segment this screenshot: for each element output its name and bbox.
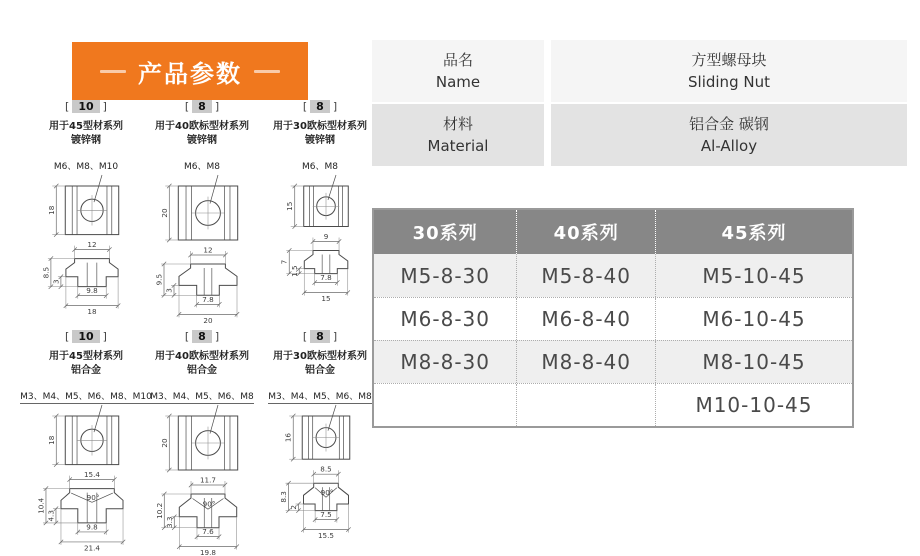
drawing-cell-3 [260,100,380,330]
slot-width-value: 8 [192,330,212,343]
technical-drawing-svg [30,174,142,330]
svg-text:20: 20 [203,315,213,325]
info-label-name [372,40,544,102]
slot-width-value: 8 [310,330,330,343]
description-line2: 镀锌钢 [186,135,217,146]
description-line2: 铝合金 [70,365,101,376]
description-line1: 用于40欧标型材系列 [155,351,249,362]
drawing-cell-1 [28,100,144,330]
description-line1: 用于30欧标型材系列 [273,121,367,132]
description-line1: 用于45型材系列 [49,351,123,362]
svg-text:3: 3 [164,288,174,293]
technical-drawing-svg [30,404,142,556]
info-label-name-cn: 品名 [442,50,473,69]
svg-text:2: 2 [289,505,299,510]
thread-sizes-label [150,389,253,402]
bracket-open: [ [65,330,70,343]
part-number-cell: M6-8-30 [374,298,517,340]
info-label-name-en: Name [435,73,481,91]
thread-sizes-text: M3、M4、M5、M6、M8、M10 [20,392,152,402]
part-number-cell: M8-8-30 [374,341,517,383]
svg-text:90°: 90° [320,487,334,497]
slot-width-label [185,330,219,343]
thread-sizes-text: M6、M8 [184,162,220,172]
svg-text:90°: 90° [202,499,216,509]
slot-width-label [65,100,107,113]
part-number-cell: M8-8-40 [517,341,656,383]
table-row [374,297,852,340]
description-line1: 用于30欧标型材系列 [273,351,367,362]
thread-sizes-label [268,389,371,402]
bracket-open: [ [184,100,190,113]
info-label-material [372,104,544,166]
drawing-description [49,350,123,378]
series-header-30: 30系列 [374,210,517,254]
technical-drawing-svg [146,404,258,556]
table-row [374,383,852,426]
svg-text:7.8: 7.8 [202,294,214,304]
svg-text:15.4: 15.4 [83,470,101,480]
info-label-material-en: Material [427,137,489,155]
part-number-cell: M5-10-45 [702,263,806,288]
svg-text:10.2: 10.2 [154,502,164,519]
svg-text:12: 12 [203,245,213,255]
thread-sizes-label [302,159,338,172]
bracket-close: ] [332,100,338,113]
section-title: 产品参数 [138,59,242,88]
info-row-material [372,104,907,166]
svg-text:21.4: 21.4 [83,543,101,553]
series-table [372,208,854,428]
svg-text:9.8: 9.8 [86,286,98,296]
info-label-material-cn: 材料 [442,114,473,133]
bracket-close: ] [214,100,220,113]
part-number-cell [374,384,517,426]
drawing-description [49,120,123,148]
thread-sizes-text: M6、M8、M10 [53,162,119,172]
part-number-cell: M8-10-45 [702,350,806,374]
info-row-name [372,40,907,102]
svg-text:8.3: 8.3 [279,491,289,503]
svg-text:16: 16 [283,433,293,443]
slot-width-value: 10 [72,100,99,113]
drawing-description [155,120,249,148]
series-table-header [374,210,852,254]
svg-text:7.8: 7.8 [320,273,332,283]
bracket-close: ] [102,330,107,343]
drawing-description [155,350,249,378]
bracket-open: [ [302,100,308,113]
description-line2: 镀锌钢 [304,135,335,146]
series-header-40: 40系列 [517,210,656,254]
svg-text:20: 20 [159,208,169,218]
svg-text:8.5: 8.5 [320,464,332,474]
info-value-name-en: Sliding Nut [688,73,770,91]
bracket-open: [ [184,330,190,343]
slot-width-value: 8 [310,100,330,113]
drawing-cell-6 [260,330,380,556]
table-row [374,340,852,383]
thread-sizes-text: M3、M4、M5、M6、M8 [268,392,372,402]
svg-text:18: 18 [46,205,56,215]
svg-text:18: 18 [87,307,97,317]
svg-text:7.5: 7.5 [320,510,332,520]
svg-text:8.5: 8.5 [41,266,51,279]
svg-text:3.3: 3.3 [164,516,174,528]
thread-sizes-label [54,159,118,172]
drawing-cell-4 [20,330,152,556]
svg-text:19.8: 19.8 [199,548,217,556]
info-value-material-en: Al-Alloy [700,137,758,155]
slot-width-label [65,330,107,343]
info-value-name-cn: 方型螺母块 [691,50,767,69]
slot-width-value: 10 [72,330,99,343]
svg-text:7.6: 7.6 [202,527,214,537]
bracket-close: ] [102,100,107,113]
info-value-material [551,104,907,166]
svg-text:15.5: 15.5 [317,531,335,541]
svg-text:15: 15 [285,201,295,211]
part-number-cell: M5-8-40 [517,254,656,297]
technical-drawing-svg [264,404,376,556]
part-number-cell: M5-8-30 [374,254,517,297]
thread-sizes-text: M6、M8 [302,162,338,172]
svg-text:1.5: 1.5 [289,265,299,277]
svg-text:9: 9 [323,232,329,241]
svg-text:7: 7 [279,259,289,265]
description-line2: 铝合金 [186,365,217,376]
svg-text:9.8: 9.8 [86,522,98,532]
svg-text:4.3: 4.3 [46,510,56,522]
svg-text:3: 3 [51,279,61,284]
technical-drawing-svg [146,174,258,330]
slot-width-label [185,100,219,113]
svg-text:11.7: 11.7 [199,475,217,485]
info-value-name [551,40,907,102]
banner-dash-icon [100,70,126,73]
svg-text:15: 15 [321,294,331,304]
technical-drawing-svg [264,174,376,330]
slot-width-label [303,330,337,343]
part-number-cell: M6-10-45 [702,307,806,331]
thread-sizes-label [184,159,220,172]
drawing-cell-5 [144,330,260,556]
part-number-cell: M6-8-40 [517,298,656,340]
description-line2: 镀锌钢 [70,135,101,146]
description-line1: 用于40欧标型材系列 [155,121,249,132]
drawing-cell-2 [144,100,260,330]
svg-text:18: 18 [46,435,56,445]
bracket-open: [ [302,330,308,343]
description-line2: 铝合金 [304,365,335,376]
banner-dash-icon [254,70,280,73]
bracket-close: ] [214,330,220,343]
bracket-open: [ [65,100,70,113]
table-row [374,254,852,297]
svg-text:10.4: 10.4 [36,497,46,514]
technical-drawings-grid [20,100,380,556]
svg-text:90°: 90° [86,492,100,502]
thread-sizes-text: M3、M4、M5、M6、M8 [150,392,254,402]
product-info-table [372,40,907,168]
part-number-cell [517,384,656,426]
slot-width-label [303,100,337,113]
part-number-cell: M10-10-45 [695,393,813,417]
svg-text:12: 12 [87,240,97,250]
section-banner [72,42,308,100]
svg-text:20: 20 [159,438,169,448]
bracket-close: ] [332,330,338,343]
series-header-45: 45系列 [721,223,787,244]
drawing-description [273,120,367,148]
thread-sizes-label [20,389,152,402]
description-line1: 用于45型材系列 [49,121,123,132]
slot-width-value: 8 [192,100,212,113]
drawing-description [273,350,367,378]
info-value-material-cn: 铝合金 碳钢 [689,114,769,133]
svg-text:9.5: 9.5 [154,273,164,286]
